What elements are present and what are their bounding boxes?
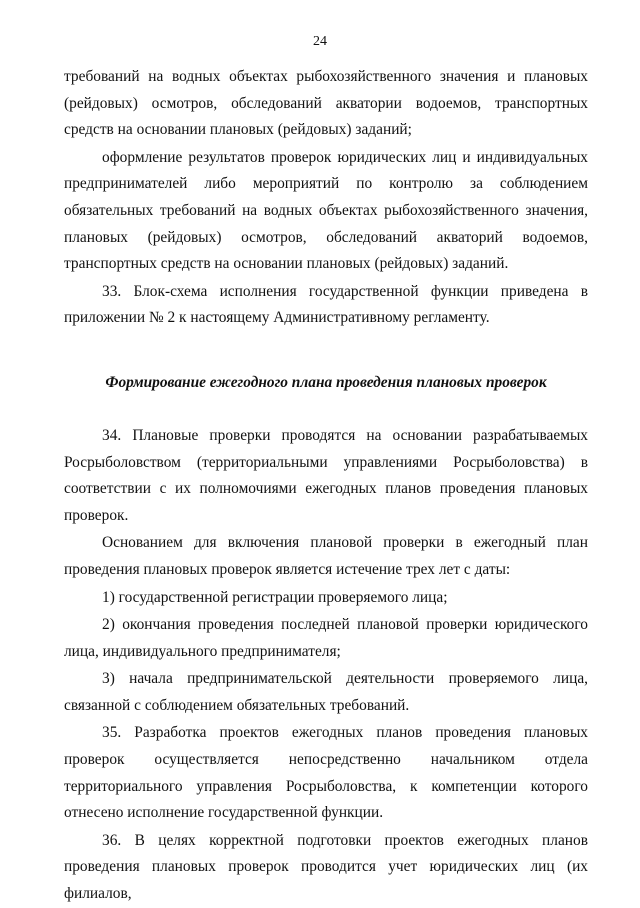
paragraph-34: 34. Плановые проверки проводятся на основании разрабатываемых Росрыболовством (территориальными управлениями Росрыболовства) в соответствии с их полномочиями ежегодных планов проведения плановых проверок.	[64, 426, 588, 524]
paragraph-continuation: требований на водных объектах рыбохозяйственного значения и плановых (рейдовых) осмотров, обследований акватории водоемов, транспортных средств на основании плановых (рейдовых) заданий;	[64, 68, 588, 139]
list-item-2: 2) окончания проведения последней плановой проверки юридического лица, индивидуального предпринимателя;	[64, 616, 588, 660]
section-heading: Формирование ежегодного плана проведения плановых проверок	[105, 373, 547, 391]
paragraph-results-registration: оформление результатов проверок юридических лиц и индивидуальных предпринимателей либо мероприятий по контролю за соблюдением обязательных требований на водных объектах рыбохозяйственного значения, плановых (рейдовых) осмотров, обследований акваторий водоемов, транспортных средств на основании плановых (рейдовых) заданий.	[64, 148, 588, 273]
paragraph-33: 33. Блок-схема исполнения государственной функции приведена в приложении № 2 к настоящему Административному регламенту.	[64, 282, 588, 327]
page-number: 24	[313, 34, 327, 49]
list-item-1: 1) государственной регистрации проверяемого лица;	[102, 588, 448, 606]
paragraph-36: 36. В целях корректной подготовки проектов ежегодных планов проведения плановых проверок проводится учет юридических лиц (их филиалов,	[64, 831, 588, 903]
list-item-3: 3) начала предпринимательской деятельности проверяемого лица, связанной с соблюдением обязательных требований.	[64, 670, 588, 714]
paragraph-basis: Основанием для включения плановой проверки в ежегодный план проведения плановых проверок является истечение трех лет с даты:	[64, 534, 588, 578]
paragraph-35: 35. Разработка проектов ежегодных планов проведения плановых проверок осуществляется непосредственно начальником отдела территориального управления Росрыболовства, к компетенции которого отнесено исполнение государственной функции.	[64, 724, 588, 822]
document-body	[64, 64, 588, 908]
